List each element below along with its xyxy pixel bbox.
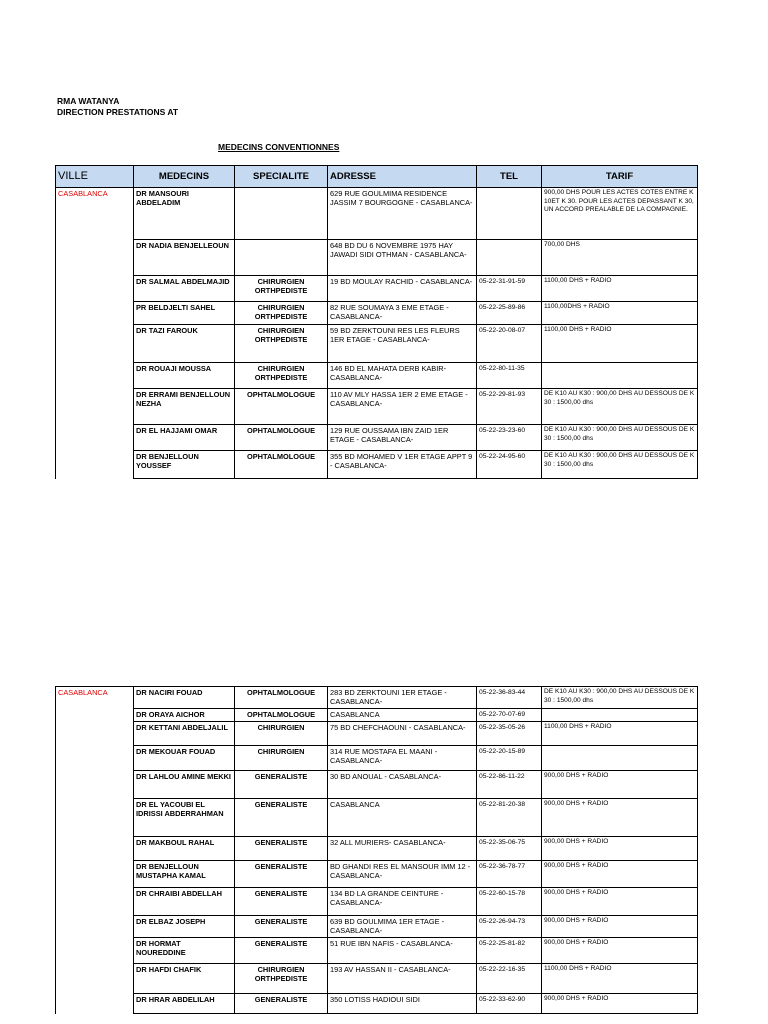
specialite-cell: GENERALISTE xyxy=(235,861,328,888)
specialite-cell: CHIRURGIEN xyxy=(235,746,328,771)
adresse-cell: 30 BD ANOUAL - CASABLANCA- xyxy=(328,771,477,799)
specialite-cell: OPHTALMOLOGUE xyxy=(235,451,328,479)
tarif-cell: 900,00 DHS + RADIO xyxy=(542,994,698,1014)
adresse-cell: 129 RUE OUSSAMA IBN ZAID 1ER ETAGE - CASABLANCA- xyxy=(328,425,477,451)
table-row xyxy=(56,389,698,425)
tarif-cell: 900,00 DHS POUR LES ACTES COTES ENTRE K 10ET K 30. POUR LES ACTES DEPASSANT K 30, UN ACCORD PREALABLE DE LA COMPAGNIE. xyxy=(542,188,698,240)
table-row xyxy=(56,363,698,389)
adresse-cell: BD GHANDI RES EL MANSOUR IMM 12 - CASABLANCA- xyxy=(328,861,477,888)
tel-cell: 05-22-23-23-60 xyxy=(477,425,542,451)
medecin-cell: DR CHRAIBI ABDELLAH xyxy=(134,888,235,916)
tarif-cell: 1100,00 DHS + RADIO xyxy=(542,964,698,994)
specialite-cell: GENERALISTE xyxy=(235,916,328,938)
adresse-cell: 314 RUE MOSTAFA EL MAANI - CASABLANCA- xyxy=(328,746,477,771)
specialite-cell: GENERALISTE xyxy=(235,938,328,964)
tarif-cell: DE K10 AU K30 : 900,00 DHS AU DESSOUS DE K 30 : 1500,00 dhs xyxy=(542,451,698,479)
specialite-cell: GENERALISTE xyxy=(235,888,328,916)
tarif-cell: 1100,00DHS + RADIO xyxy=(542,302,698,325)
specialite-cell: CHIRURGIEN xyxy=(235,722,328,746)
tarif-cell: 1100,00 DHS + RADIO xyxy=(542,276,698,302)
ville-cell xyxy=(56,325,134,363)
ville-cell: CASABLANCA xyxy=(56,687,134,709)
ville-cell xyxy=(56,722,134,746)
table-row xyxy=(56,964,698,994)
tel-cell: 05-22-25-89-86 xyxy=(477,302,542,325)
table-row xyxy=(56,425,698,451)
table-row xyxy=(56,837,698,861)
tarif-cell: 1100,00 DHS + RADIO xyxy=(542,722,698,746)
specialite-cell xyxy=(235,188,328,240)
medecin-cell: DR LAHLOU AMINE MEKKI xyxy=(134,771,235,799)
tel-cell: 05-22-29-81-93 xyxy=(477,389,542,425)
specialite-cell: CHIRURGIEN ORTHPEDISTE xyxy=(235,276,328,302)
tarif-cell: 900,00 DHS + RADIO xyxy=(542,938,698,964)
table-row xyxy=(56,709,698,722)
table-row xyxy=(56,451,698,479)
table-row xyxy=(56,276,698,302)
document-title: MEDECINS CONVENTIONNES xyxy=(218,142,340,152)
tel-cell: 05-22-86-11-22 xyxy=(477,771,542,799)
ville-cell: CASABLANCA xyxy=(56,188,134,240)
tel-cell: 05-22-36-78-77 xyxy=(477,861,542,888)
medecin-cell: DR SALMAL ABDELMAJID xyxy=(134,276,235,302)
tarif-cell: 900,00 DHS + RADIO xyxy=(542,861,698,888)
adresse-cell: 51 RUE IBN NAFIS - CASABLANCA- xyxy=(328,938,477,964)
specialite-cell: CHIRURGIEN ORTHPEDISTE xyxy=(235,363,328,389)
ville-cell xyxy=(56,709,134,722)
specialite-cell: OPHTALMOLOGUE xyxy=(235,425,328,451)
tarif-cell: DE K10 AU K30 : 900,00 DHS AU DESSOUS DE K 30 : 1500,00 dhs xyxy=(542,687,698,709)
specialite-cell: CHIRURGIEN ORTHPEDISTE xyxy=(235,325,328,363)
adresse-cell: 134 BD LA GRANDE CEINTURE - CASABLANCA- xyxy=(328,888,477,916)
specialite-cell: GENERALISTE xyxy=(235,837,328,861)
medecin-cell: PR BELDJELTI SAHEL xyxy=(134,302,235,325)
medecin-cell: DR HAFDI CHAFIK xyxy=(134,964,235,994)
medecin-cell: DR ELBAZ JOSEPH xyxy=(134,916,235,938)
specialite-cell: CHIRURGIEN ORTHPEDISTE xyxy=(235,302,328,325)
medecin-cell: DR NACIRI FOUAD xyxy=(134,687,235,709)
tel-cell: 05-22-26-94-73 xyxy=(477,916,542,938)
specialite-cell: CHIRURGIEN ORTHPEDISTE xyxy=(235,964,328,994)
tarif-cell: 900,00 DHS + RADIO xyxy=(542,771,698,799)
ville-cell xyxy=(56,837,134,861)
medecin-cell: DR EL YACOUBI EL IDRISSI ABDERRAHMAN xyxy=(134,799,235,837)
adresse-cell: 355 BD MOHAMED V 1ER ETAGE APPT 9 - CASABLANCA- xyxy=(328,451,477,479)
adresse-cell: 629 RUE GOULMIMA RESIDENCE JASSIM 7 BOURGOGNE - CASABLANCA- xyxy=(328,188,477,240)
adresse-cell: 283 BD ZERKTOUNI 1ER ETAGE - CASABLANCA- xyxy=(328,687,477,709)
table-row xyxy=(56,861,698,888)
table-row xyxy=(56,188,698,240)
ville-cell xyxy=(56,746,134,771)
ville-cell xyxy=(56,451,134,479)
tel-cell xyxy=(477,188,542,240)
table-row xyxy=(56,916,698,938)
tarif-cell: 1100,00 DHS + RADIO xyxy=(542,325,698,363)
medecin-cell: DR ROUAJI MOUSSA xyxy=(134,363,235,389)
ville-cell xyxy=(56,302,134,325)
adresse-cell: CASABLANCA xyxy=(328,799,477,837)
tarif-cell: 700,00 DHS xyxy=(542,240,698,276)
tarif-cell xyxy=(542,363,698,389)
ville-cell xyxy=(56,240,134,276)
specialite-cell xyxy=(235,240,328,276)
medecin-cell: DR KETTANI ABDELJALIL xyxy=(134,722,235,746)
medecin-cell: DR TAZI FAROUK xyxy=(134,325,235,363)
tarif-cell: DE K10 AU K30 : 900,00 DHS AU DESSOUS DE K 30 : 1500,00 dhs xyxy=(542,425,698,451)
tel-cell: 05-22-35-06-75 xyxy=(477,837,542,861)
tel-cell: 05-22-80-11-35 xyxy=(477,363,542,389)
adresse-cell: 639 BD GOULMIMA 1ER ETAGE - CASABLANCA- xyxy=(328,916,477,938)
medecin-cell: DR EL HAJJAMI OMAR xyxy=(134,425,235,451)
adresse-cell: 193 AV HASSAN II - CASABLANCA- xyxy=(328,964,477,994)
column-header-tarif: TARIF xyxy=(542,166,698,188)
tel-cell: 05-22-81-20-38 xyxy=(477,799,542,837)
adresse-cell: 110 AV MLY HASSA 1ER 2 EME ETAGE - CASABLANCA- xyxy=(328,389,477,425)
ville-cell xyxy=(56,425,134,451)
table-row xyxy=(56,938,698,964)
tel-cell: 05-22-24-95-60 xyxy=(477,451,542,479)
table-row xyxy=(56,302,698,325)
ville-cell xyxy=(56,861,134,888)
table-row xyxy=(56,240,698,276)
adresse-cell: 648 BD DU 6 NOVEMBRE 1975 HAY JAWADI SIDI OTHMAN - CASABLANCA- xyxy=(328,240,477,276)
tel-cell: 05-22-33-62-90 xyxy=(477,994,542,1014)
medecin-cell: DR ORAYA AICHOR xyxy=(134,709,235,722)
column-header-ville: VILLE xyxy=(56,166,134,188)
ville-cell xyxy=(56,363,134,389)
doctors-table-page2 xyxy=(55,686,698,1014)
medecin-cell: DR BENJELLOUN YOUSSEF xyxy=(134,451,235,479)
table-row xyxy=(56,746,698,771)
tel-cell: 05-22-35-05-26 xyxy=(477,722,542,746)
ville-cell xyxy=(56,771,134,799)
ville-cell xyxy=(56,916,134,938)
column-header-tel: TEL xyxy=(477,166,542,188)
specialite-cell: GENERALISTE xyxy=(235,799,328,837)
company-name: RMA WATANYA xyxy=(57,96,120,106)
specialite-cell: GENERALISTE xyxy=(235,771,328,799)
tarif-cell xyxy=(542,746,698,771)
adresse-cell: 59 BD ZERKTOUNI RES LES FLEURS 1ER ETAGE - CASABLANCA- xyxy=(328,325,477,363)
tarif-cell: 900,00 DHS + RADIO xyxy=(542,837,698,861)
ville-cell xyxy=(56,938,134,964)
tarif-cell: 900,00 DHS + RADIO xyxy=(542,916,698,938)
adresse-cell: 19 BD MOULAY RACHID - CASABLANCA- xyxy=(328,276,477,302)
tarif-cell: 900,00 DHS + RADIO xyxy=(542,799,698,837)
ville-cell xyxy=(56,964,134,994)
table-row xyxy=(56,888,698,916)
medecin-cell: DR MAKBOUL RAHAL xyxy=(134,837,235,861)
medecin-cell: DR MEKOUAR FOUAD xyxy=(134,746,235,771)
tarif-cell xyxy=(542,709,698,722)
specialite-cell: OPHTALMOLOGUE xyxy=(235,389,328,425)
adresse-cell: 75 BD CHEFCHAOUNI - CASABLANCA- xyxy=(328,722,477,746)
tel-cell xyxy=(477,240,542,276)
adresse-cell: 32 ALL MURIERS- CASABLANCA- xyxy=(328,837,477,861)
ville-cell xyxy=(56,389,134,425)
table-row xyxy=(56,722,698,746)
tarif-cell: 900,00 DHS + RADIO xyxy=(542,888,698,916)
table-row xyxy=(56,325,698,363)
medecin-cell: DR HORMAT NOUREDDINE xyxy=(134,938,235,964)
ville-cell xyxy=(56,994,134,1014)
column-header-specialite: SPECIALITE xyxy=(235,166,328,188)
adresse-cell: 350 LOTISS HADIOUI SIDI xyxy=(328,994,477,1014)
adresse-cell: 82 RUE SOUMAYA 3 EME ETAGE - CASABLANCA- xyxy=(328,302,477,325)
table-header-row xyxy=(56,166,698,188)
table-row xyxy=(56,994,698,1014)
tel-cell: 05-22-36-83-44 xyxy=(477,687,542,709)
ville-cell xyxy=(56,888,134,916)
specialite-cell: GENERALISTE xyxy=(235,994,328,1014)
column-header-medecins: MEDECINS xyxy=(134,166,235,188)
tel-cell: 05-22-20-08-07 xyxy=(477,325,542,363)
tel-cell: 05-22-31-91-59 xyxy=(477,276,542,302)
medecin-cell: DR HRAR ABDELILAH xyxy=(134,994,235,1014)
table-row xyxy=(56,687,698,709)
adresse-cell: 146 BD EL MAHATA DERB KABIR- CASABLANCA- xyxy=(328,363,477,389)
tel-cell: 05-22-22-16-35 xyxy=(477,964,542,994)
doctors-table-page1 xyxy=(55,165,698,479)
ville-cell xyxy=(56,276,134,302)
direction-name: DIRECTION PRESTATIONS AT xyxy=(57,107,179,117)
tel-cell: 05-22-70-07-69 xyxy=(477,709,542,722)
specialite-cell: OPHTALMOLOGUE xyxy=(235,709,328,722)
medecin-cell: DR BENJELLOUN MUSTAPHA KAMAL xyxy=(134,861,235,888)
tel-cell: 05-22-20-15-89 xyxy=(477,746,542,771)
specialite-cell: OPHTALMOLOGUE xyxy=(235,687,328,709)
table-row xyxy=(56,771,698,799)
ville-cell xyxy=(56,799,134,837)
medecin-cell: DR MANSOURI ABDELADIM xyxy=(134,188,235,240)
column-header-adresse: ADRESSE xyxy=(328,166,477,188)
table-row xyxy=(56,799,698,837)
medecin-cell: DR ERRAMI BENJELLOUN NEZHA xyxy=(134,389,235,425)
medecin-cell: DR NADIA BENJELLEOUN xyxy=(134,240,235,276)
tel-cell: 05-22-60-15-78 xyxy=(477,888,542,916)
adresse-cell: CASABLANCA xyxy=(328,709,477,722)
tel-cell: 05-22-25-81-82 xyxy=(477,938,542,964)
tarif-cell: DE K10 AU K30 : 900,00 DHS AU DESSOUS DE K 30 : 1500,00 dhs xyxy=(542,389,698,425)
